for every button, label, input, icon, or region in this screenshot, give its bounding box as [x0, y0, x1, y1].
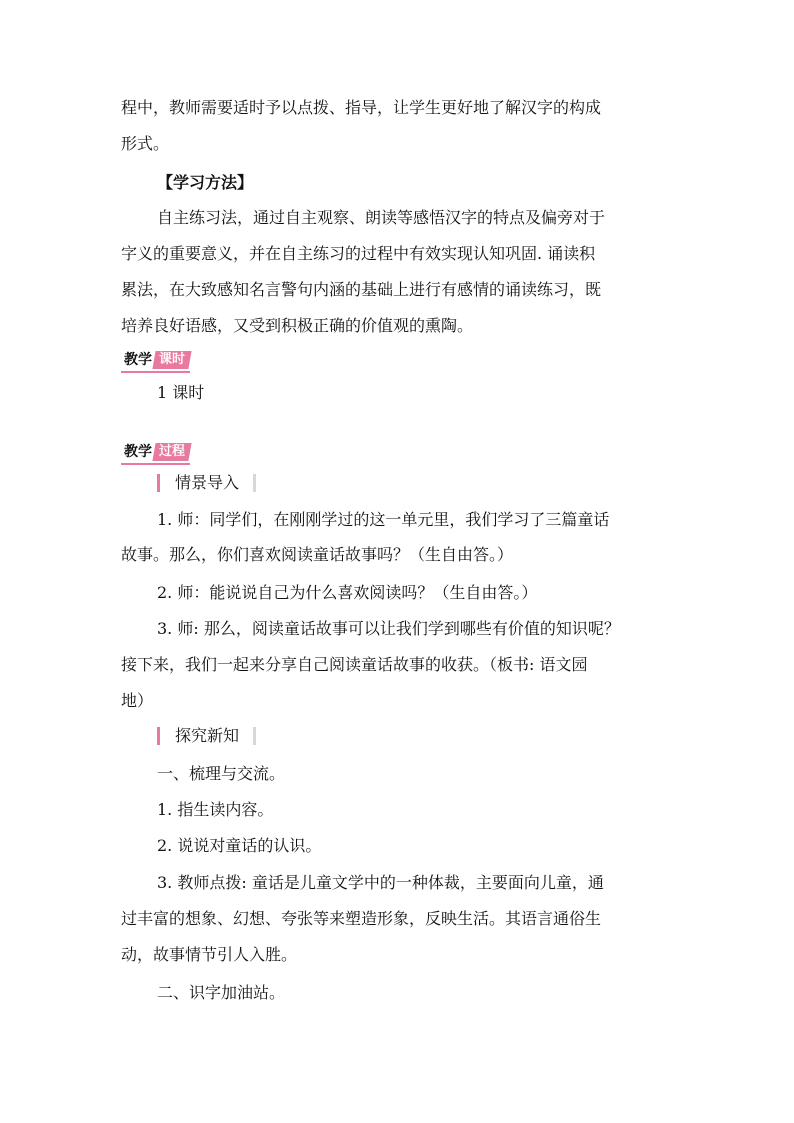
section-bar-right [253, 474, 256, 492]
text-line: 过丰富的想象、幻想、夸张等来塑造形象，反映生活。其语言通俗生 [121, 909, 602, 928]
text-line: 累法，在大致感知名言警句内涵的基础上进行有感情的诵读练习，既 [121, 280, 602, 299]
text-line: 字义的重要意义，并在自主练习的过程中有效实现认知巩固. 诵读积 [121, 244, 596, 263]
tag-label-right: 课时 [152, 351, 191, 369]
part-heading: 二、识字加油站。 [157, 983, 286, 1002]
teaching-hours-tag [121, 350, 190, 370]
teaching-process-tag [121, 442, 190, 462]
section-label: 情景导入 [175, 473, 240, 492]
text-line: 培养良好语感，又受到积极正确的价值观的熏陶。 [121, 316, 474, 335]
tag-label-left: 教学 [124, 444, 152, 460]
text-line: 动，故事情节引人入胜。 [121, 945, 298, 964]
tag-underline [121, 371, 190, 373]
text-line: 地） [121, 691, 154, 710]
section-heading-explore [157, 724, 256, 748]
tag-label-right: 过程 [152, 443, 191, 461]
text-line: 3. 师: 那么，阅读童话故事可以让我们学到哪些有价值的知识呢？ [157, 619, 620, 638]
part-heading: 一、梳理与交流。 [157, 764, 286, 783]
text-line: 1. 指生读内容。 [157, 800, 274, 819]
text-line: 自主练习法，通过自主观察、朗读等感悟汉字的特点及偏旁对于 [157, 208, 606, 227]
text-line: 2. 说说对童话的认识。 [157, 836, 322, 855]
section-bar-right [253, 727, 256, 745]
tag-underline [121, 463, 190, 465]
text-line: 1 课时 [157, 383, 205, 402]
tag-label-left: 教学 [124, 352, 152, 368]
heading-learning-method: 【学习方法】 [157, 173, 254, 192]
section-heading-intro [157, 471, 256, 495]
text-line: 形式。 [121, 134, 170, 153]
text-line: 2. 师：能说说自己为什么喜欢阅读吗？（生自由答。） [157, 583, 538, 602]
text-line: 故事。那么，你们喜欢阅读童话故事吗？（生自由答。） [121, 545, 514, 564]
text-line: 程中，教师需要适时予以点拨、指导，让学生更好地了解汉字的构成 [121, 98, 602, 117]
text-line: 3. 教师点拨: 童话是儿童文学中的一种体裁，主要面向儿童，通 [157, 873, 604, 892]
text-line: 接下来，我们一起来分享自己阅读童话故事的收获。（板书: 语文园 [121, 655, 588, 674]
section-label: 探究新知 [175, 726, 240, 745]
text-line: 1. 师：同学们，在刚刚学过的这一单元里，我们学习了三篇童话 [157, 510, 610, 529]
